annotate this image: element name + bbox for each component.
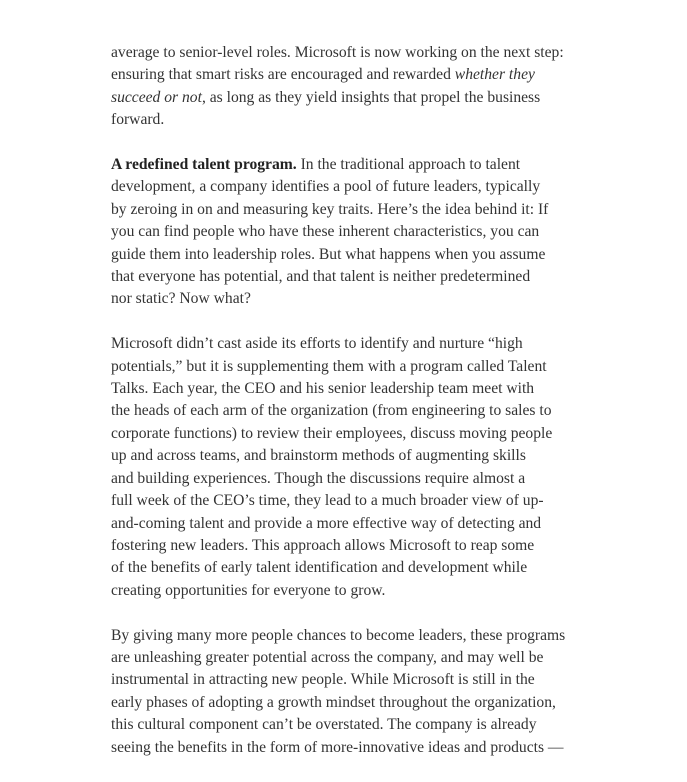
text-segment: Talks. Each year, the CEO and his senior leadership team meet with bbox=[111, 380, 535, 398]
text-segment: nor static? Now what? bbox=[111, 290, 251, 308]
text-segment: are unleashing greater potential across the company, and may well be bbox=[111, 648, 544, 666]
text-line bbox=[111, 42, 631, 64]
text-segment: instrumental in attracting new people. While Microsoft is still in the bbox=[111, 671, 535, 689]
text-line bbox=[111, 490, 631, 512]
text-segment: fostering new leaders. This approach allows Microsoft to reap some bbox=[111, 536, 535, 554]
text-segment: early phases of adopting a growth mindset throughout the organization, bbox=[111, 693, 556, 711]
paragraph bbox=[111, 625, 631, 759]
text-segment: and building experiences. Though the discussions require almost a bbox=[111, 469, 526, 487]
text-line bbox=[111, 244, 631, 266]
italic-text: succeed or not bbox=[111, 88, 202, 106]
text-segment: By giving many more people chances to become leaders, these programs bbox=[111, 626, 566, 644]
text-line bbox=[111, 199, 631, 221]
text-segment: potentials,” but it is supplementing them with a program called Talent bbox=[111, 357, 547, 375]
text-line bbox=[111, 737, 631, 759]
text-line bbox=[111, 535, 631, 557]
paragraph bbox=[111, 333, 631, 602]
text-line bbox=[111, 154, 631, 176]
text-segment: In the traditional approach to talent bbox=[296, 156, 521, 174]
text-segment: guide them into leadership roles. But what happens when you assume bbox=[111, 245, 546, 263]
text-line bbox=[111, 625, 631, 647]
text-segment: and-coming talent and provide a more effective way of detecting and bbox=[111, 514, 542, 532]
text-segment: corporate functions) to review their employees, discuss moving people bbox=[111, 424, 553, 442]
text-line bbox=[111, 378, 631, 400]
text-segment: up and across teams, and brainstorm methods of augmenting skills bbox=[111, 447, 526, 465]
text-line bbox=[111, 288, 631, 310]
text-line bbox=[111, 400, 631, 422]
text-segment: this cultural component can’t be overstated. The company is already bbox=[111, 716, 537, 734]
text-line bbox=[111, 647, 631, 669]
text-segment: of the benefits of early talent identification and development while bbox=[111, 559, 528, 577]
text-line bbox=[111, 64, 631, 86]
text-line bbox=[111, 109, 631, 131]
article-body bbox=[111, 42, 631, 781]
text-segment: forward. bbox=[111, 111, 165, 129]
text-segment: full week of the CEO’s time, they lead to a much broader view of up- bbox=[111, 492, 544, 510]
text-line bbox=[111, 445, 631, 467]
text-segment: seeing the benefits in the form of more-innovative ideas and products — bbox=[111, 738, 564, 756]
text-segment: the heads of each arm of the organization (from engineering to sales to bbox=[111, 402, 552, 420]
text-line bbox=[111, 266, 631, 288]
text-segment: by zeroing in on and measuring key traits. Here’s the idea behind it: If bbox=[111, 200, 549, 218]
text-segment: average to senior-level roles. Microsoft is now working on the next step: bbox=[111, 44, 564, 61]
text-line bbox=[111, 176, 631, 198]
text-segment: , as long as they yield insights that propel the business bbox=[201, 88, 541, 106]
text-line bbox=[111, 356, 631, 378]
italic-text: whether they bbox=[454, 66, 535, 84]
text-line bbox=[111, 714, 631, 736]
text-segment: development, a company identifies a pool of future leaders, typically bbox=[111, 178, 541, 196]
bold-lead-in: A redefined talent program. bbox=[111, 156, 297, 174]
text-line bbox=[111, 580, 631, 602]
text-line bbox=[111, 468, 631, 490]
text-line bbox=[111, 423, 631, 445]
text-line bbox=[111, 669, 631, 691]
paragraph bbox=[111, 154, 631, 311]
text-segment: you can find people who have these inherent characteristics, you can bbox=[111, 223, 540, 241]
text-line bbox=[111, 692, 631, 714]
text-line bbox=[111, 513, 631, 535]
text-line bbox=[111, 87, 631, 109]
text-line bbox=[111, 557, 631, 579]
paragraph bbox=[111, 42, 631, 132]
text-line bbox=[111, 333, 631, 355]
text-segment: that everyone has potential, and that talent is neither predetermined bbox=[111, 268, 531, 286]
text-segment: Microsoft didn’t cast aside its efforts to identify and nurture “high bbox=[111, 335, 523, 353]
text-line bbox=[111, 221, 631, 243]
text-segment: ensuring that smart risks are encouraged and rewarded bbox=[111, 66, 455, 84]
text-segment: creating opportunities for everyone to grow. bbox=[111, 581, 386, 599]
